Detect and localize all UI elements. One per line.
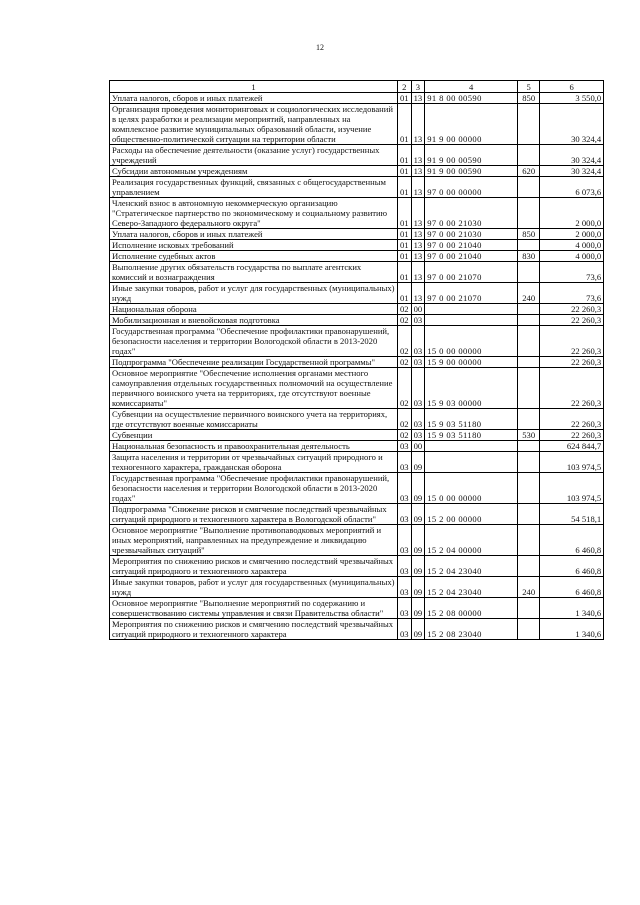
table-row — [110, 177, 604, 198]
expense-type-cell — [518, 504, 540, 525]
target-article-cell: 15 9 03 51180 — [425, 430, 518, 441]
table-row — [110, 619, 604, 640]
subsection-code-cell: 13 — [411, 283, 425, 304]
expense-type-cell — [518, 315, 540, 326]
subsection-code-cell: 03 — [411, 357, 425, 368]
amount-cell: 624 844,7 — [540, 441, 604, 452]
item-name-cell: Государственная программа "Обеспечение профилактики правонарушений, безопасности населения и территории Вологодской области в 2013-2020 годах" — [110, 473, 398, 504]
subsection-code-cell: 09 — [411, 504, 425, 525]
expense-type-cell — [518, 357, 540, 368]
table-row — [110, 251, 604, 262]
subsection-code-cell: 09 — [411, 452, 425, 473]
section-code-cell: 01 — [398, 283, 412, 304]
section-code-cell: 02 — [398, 326, 412, 357]
item-name-cell: Иные закупки товаров, работ и услуг для государственных (муниципальных) нужд — [110, 283, 398, 304]
table-row — [110, 504, 604, 525]
table-row — [110, 577, 604, 598]
section-code-cell: 02 — [398, 409, 412, 430]
column-header-2: 2 — [398, 81, 412, 93]
item-name-cell: Основное мероприятие "Выполнение мероприятий по содержанию и совершенствованию системы управления и связи Правительства области" — [110, 598, 398, 619]
amount-cell: 22 260,3 — [540, 430, 604, 441]
expense-type-cell — [518, 525, 540, 556]
target-article-cell: 91 9 00 00590 — [425, 166, 518, 177]
item-name-cell: Защита населения и территории от чрезвычайных ситуаций природного и техногенного характера, гражданская оборона — [110, 452, 398, 473]
table-row — [110, 441, 604, 452]
subsection-code-cell: 09 — [411, 598, 425, 619]
target-article-cell: 91 9 00 00000 — [425, 104, 518, 145]
subsection-code-cell: 03 — [411, 326, 425, 357]
subsection-code-cell: 13 — [411, 177, 425, 198]
expense-type-cell: 830 — [518, 251, 540, 262]
target-article-cell: 97 0 00 21070 — [425, 262, 518, 283]
item-name-cell: Уплата налогов, сборов и иных платежей — [110, 229, 398, 240]
section-code-cell: 01 — [398, 240, 412, 251]
subsection-code-cell: 09 — [411, 525, 425, 556]
subsection-code-cell: 03 — [411, 315, 425, 326]
item-name-cell: Основное мероприятие "Обеспечение исполнения органами местного самоуправления отдельных государственных полномочий на осуществление первичного воинского учета на территориях, где отсутствуют военные комиссариаты" — [110, 368, 398, 409]
section-code-cell: 02 — [398, 357, 412, 368]
subsection-code-cell: 09 — [411, 473, 425, 504]
expense-type-cell — [518, 441, 540, 452]
amount-cell: 1 340,6 — [540, 619, 604, 640]
item-name-cell: Выполнение других обязательств государства по выплате агентских комиссий и вознаграждения — [110, 262, 398, 283]
target-article-cell: 97 0 00 21030 — [425, 229, 518, 240]
column-header-1: 1 — [110, 81, 398, 93]
subsection-code-cell: 09 — [411, 577, 425, 598]
subsection-code-cell: 13 — [411, 262, 425, 283]
amount-cell: 54 518,1 — [540, 504, 604, 525]
budget-table-body — [110, 81, 604, 640]
target-article-cell: 15 0 00 00000 — [425, 473, 518, 504]
amount-cell: 30 324,4 — [540, 166, 604, 177]
amount-cell: 22 260,3 — [540, 409, 604, 430]
target-article-cell — [425, 441, 518, 452]
subsection-code-cell: 09 — [411, 619, 425, 640]
table-row — [110, 304, 604, 315]
table-row — [110, 104, 604, 145]
table-row — [110, 145, 604, 166]
table-row — [110, 368, 604, 409]
section-code-cell: 03 — [398, 525, 412, 556]
table-row — [110, 283, 604, 304]
item-name-cell: Субвенции — [110, 430, 398, 441]
subsection-code-cell: 13 — [411, 240, 425, 251]
table-row — [110, 430, 604, 441]
target-article-cell: 97 0 00 00000 — [425, 177, 518, 198]
section-code-cell: 03 — [398, 556, 412, 577]
section-code-cell: 01 — [398, 229, 412, 240]
subsection-code-cell: 09 — [411, 556, 425, 577]
expense-type-cell: 530 — [518, 430, 540, 441]
section-code-cell: 01 — [398, 93, 412, 104]
target-article-cell: 15 0 00 00000 — [425, 326, 518, 357]
item-name-cell: Подпрограмма "Снижение рисков и смягчение последствий чрезвычайных ситуаций природного и техногенного характера в Вологодской области" — [110, 504, 398, 525]
subsection-code-cell: 13 — [411, 198, 425, 229]
amount-cell: 1 340,6 — [540, 598, 604, 619]
subsection-code-cell: 03 — [411, 430, 425, 441]
subsection-code-cell: 13 — [411, 104, 425, 145]
table-row — [110, 556, 604, 577]
expense-type-cell — [518, 556, 540, 577]
column-header-4: 4 — [425, 81, 518, 93]
subsection-code-cell: 00 — [411, 304, 425, 315]
section-code-cell: 01 — [398, 198, 412, 229]
expense-type-cell — [518, 326, 540, 357]
target-article-cell — [425, 315, 518, 326]
item-name-cell: Государственная программа "Обеспечение профилактики правонарушений, безопасности населения и территории Вологодской области в 2013-2020 годах" — [110, 326, 398, 357]
column-header-6: 6 — [540, 81, 604, 93]
subsection-code-cell: 03 — [411, 409, 425, 430]
item-name-cell: Мероприятия по снижению рисков и смягчению последствий чрезвычайных ситуаций природного и техногенного характера — [110, 619, 398, 640]
subsection-code-cell: 13 — [411, 251, 425, 262]
amount-cell: 6 460,8 — [540, 525, 604, 556]
section-code-cell: 03 — [398, 504, 412, 525]
expense-type-cell — [518, 409, 540, 430]
target-article-cell: 97 0 00 21040 — [425, 240, 518, 251]
section-code-cell: 03 — [398, 598, 412, 619]
expense-type-cell: 620 — [518, 166, 540, 177]
amount-cell: 3 550,0 — [540, 93, 604, 104]
item-name-cell: Субвенции на осуществление первичного воинского учета на территориях, где отсутствуют военные комиссариаты — [110, 409, 398, 430]
target-article-cell — [425, 452, 518, 473]
section-code-cell: 01 — [398, 251, 412, 262]
section-code-cell: 03 — [398, 619, 412, 640]
item-name-cell: Субсидии автономным учреждениям — [110, 166, 398, 177]
target-article-cell: 15 2 04 00000 — [425, 525, 518, 556]
target-article-cell: 15 9 03 00000 — [425, 368, 518, 409]
target-article-cell: 15 2 08 00000 — [425, 598, 518, 619]
table-row — [110, 473, 604, 504]
target-article-cell — [425, 304, 518, 315]
expense-type-cell — [518, 452, 540, 473]
table-row — [110, 452, 604, 473]
expense-type-cell — [518, 145, 540, 166]
amount-cell: 4 000,0 — [540, 240, 604, 251]
expense-type-cell — [518, 473, 540, 504]
expense-type-cell: 850 — [518, 229, 540, 240]
amount-cell: 22 260,3 — [540, 357, 604, 368]
expense-type-cell — [518, 619, 540, 640]
target-article-cell: 91 9 00 00590 — [425, 145, 518, 166]
expense-type-cell — [518, 368, 540, 409]
subsection-code-cell: 13 — [411, 229, 425, 240]
section-code-cell: 02 — [398, 315, 412, 326]
item-name-cell: Иные закупки товаров, работ и услуг для государственных (муниципальных) нужд — [110, 577, 398, 598]
target-article-cell: 91 8 00 00590 — [425, 93, 518, 104]
amount-cell: 22 260,3 — [540, 315, 604, 326]
expense-type-cell — [518, 262, 540, 283]
item-name-cell: Подпрограмма "Обеспечение реализации Государственной программы" — [110, 357, 398, 368]
section-code-cell: 03 — [398, 577, 412, 598]
table-row — [110, 229, 604, 240]
item-name-cell: Исполнение исковых требований — [110, 240, 398, 251]
section-code-cell: 01 — [398, 145, 412, 166]
section-code-cell: 03 — [398, 473, 412, 504]
amount-cell: 30 324,4 — [540, 104, 604, 145]
item-name-cell: Исполнение судебных актов — [110, 251, 398, 262]
section-code-cell: 01 — [398, 166, 412, 177]
expense-type-cell: 240 — [518, 283, 540, 304]
expense-type-cell — [518, 177, 540, 198]
target-article-cell: 15 2 00 00000 — [425, 504, 518, 525]
table-row — [110, 240, 604, 251]
table-row — [110, 598, 604, 619]
expense-type-cell — [518, 598, 540, 619]
expense-type-cell — [518, 104, 540, 145]
amount-cell: 73,6 — [540, 283, 604, 304]
table-row — [110, 166, 604, 177]
target-article-cell: 15 2 08 23040 — [425, 619, 518, 640]
section-code-cell: 02 — [398, 304, 412, 315]
amount-cell: 73,6 — [540, 262, 604, 283]
amount-cell: 22 260,3 — [540, 368, 604, 409]
table-row — [110, 525, 604, 556]
target-article-cell: 97 0 00 21030 — [425, 198, 518, 229]
section-code-cell: 03 — [398, 441, 412, 452]
amount-cell: 6 073,6 — [540, 177, 604, 198]
item-name-cell: Членский взнос в автономную некоммерческую организацию "Стратегическое партнерство по экономическому и социальному развитию Северо-Западного федерального округа" — [110, 198, 398, 229]
table-row — [110, 409, 604, 430]
item-name-cell: Национальная безопасность и правоохранительная деятельность — [110, 441, 398, 452]
table-row — [110, 93, 604, 104]
section-code-cell: 02 — [398, 430, 412, 441]
amount-cell: 103 974,5 — [540, 452, 604, 473]
item-name-cell: Расходы на обеспечение деятельности (оказание услуг) государственных учреждений — [110, 145, 398, 166]
item-name-cell: Реализация государственных функций, связанных с общегосударственным управлением — [110, 177, 398, 198]
target-article-cell: 15 2 04 23040 — [425, 577, 518, 598]
amount-cell: 6 460,8 — [540, 556, 604, 577]
item-name-cell: Основное мероприятие "Выполнение противопаводковых мероприятий и иных мероприятий, направленных на предупреждение и ликвидацию чрезвычайных ситуаций" — [110, 525, 398, 556]
section-code-cell: 01 — [398, 262, 412, 283]
column-header-5: 5 — [518, 81, 540, 93]
amount-cell: 103 974,5 — [540, 473, 604, 504]
item-name-cell: Мероприятия по снижению рисков и смягчению последствий чрезвычайных ситуаций природного и техногенного характера — [110, 556, 398, 577]
page-number: 12 — [316, 43, 324, 52]
target-article-cell: 15 9 03 51180 — [425, 409, 518, 430]
table-row — [110, 262, 604, 283]
subsection-code-cell: 13 — [411, 93, 425, 104]
amount-cell: 2 000,0 — [540, 198, 604, 229]
column-header-3: 3 — [411, 81, 425, 93]
section-code-cell: 01 — [398, 177, 412, 198]
table-row — [110, 198, 604, 229]
item-name-cell: Организация проведения мониторинговых и социологических исследований в целях разработки и реализации мероприятий, направленных на комплексное развитие муниципальных образований области, изучение общественно-политической ситуации на территории области — [110, 104, 398, 145]
table-header-row — [110, 81, 604, 93]
section-code-cell: 02 — [398, 368, 412, 409]
expense-type-cell — [518, 304, 540, 315]
amount-cell: 6 460,8 — [540, 577, 604, 598]
target-article-cell: 15 2 04 23040 — [425, 556, 518, 577]
amount-cell: 2 000,0 — [540, 229, 604, 240]
table-row — [110, 357, 604, 368]
subsection-code-cell: 13 — [411, 145, 425, 166]
amount-cell: 4 000,0 — [540, 251, 604, 262]
item-name-cell: Национальная оборона — [110, 304, 398, 315]
target-article-cell: 97 0 00 21070 — [425, 283, 518, 304]
item-name-cell: Мобилизационная и вневойсковая подготовка — [110, 315, 398, 326]
item-name-cell: Уплата налогов, сборов и иных платежей — [110, 93, 398, 104]
subsection-code-cell: 00 — [411, 441, 425, 452]
section-code-cell: 01 — [398, 104, 412, 145]
amount-cell: 30 324,4 — [540, 145, 604, 166]
section-code-cell: 03 — [398, 452, 412, 473]
amount-cell: 22 260,3 — [540, 326, 604, 357]
subsection-code-cell: 13 — [411, 166, 425, 177]
target-article-cell: 15 9 00 00000 — [425, 357, 518, 368]
amount-cell: 22 260,3 — [540, 304, 604, 315]
expense-type-cell — [518, 198, 540, 229]
expense-type-cell — [518, 240, 540, 251]
target-article-cell: 97 0 00 21040 — [425, 251, 518, 262]
table-row — [110, 315, 604, 326]
expense-type-cell: 850 — [518, 93, 540, 104]
expense-type-cell: 240 — [518, 577, 540, 598]
table-row — [110, 326, 604, 357]
subsection-code-cell: 03 — [411, 368, 425, 409]
budget-table — [109, 80, 604, 640]
